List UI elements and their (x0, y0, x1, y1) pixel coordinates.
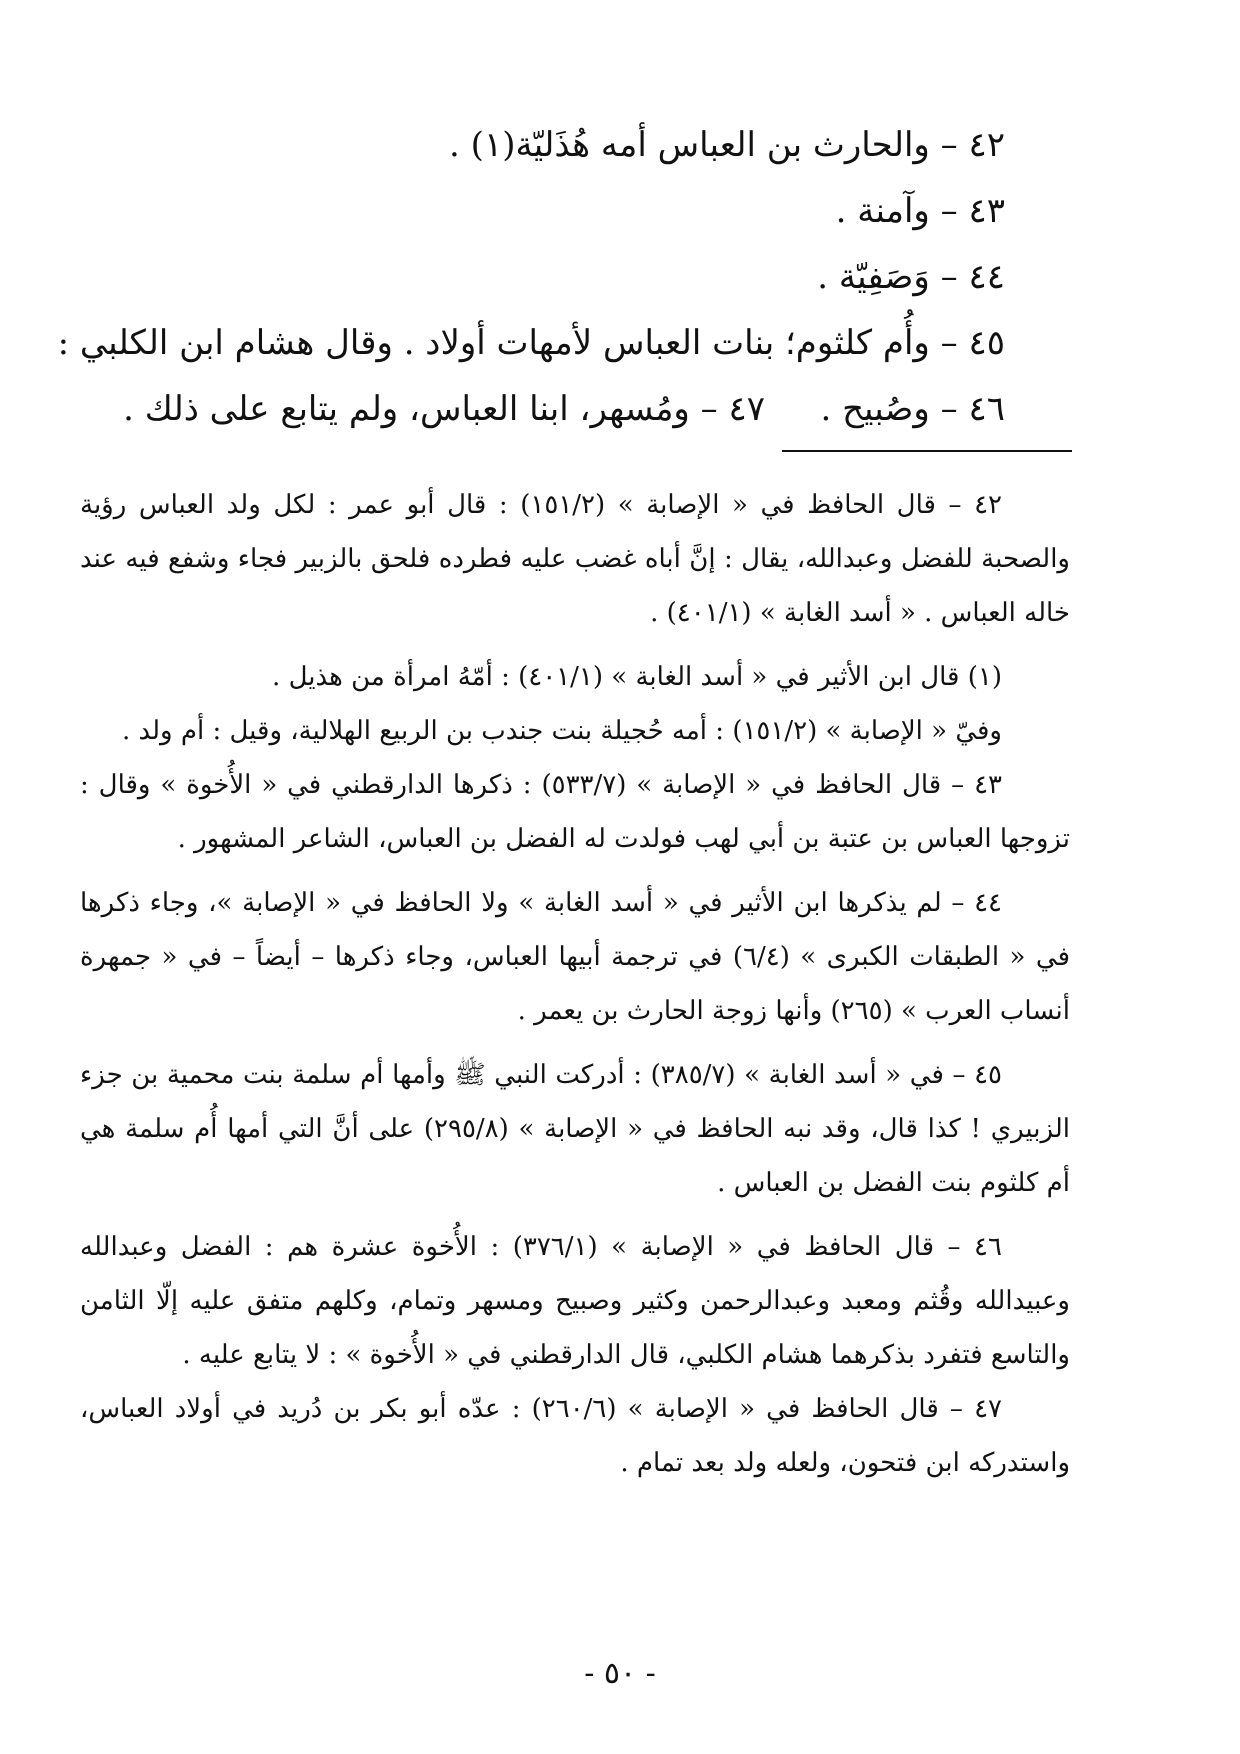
footnote-1-continued (80, 704, 1070, 758)
note-44 (80, 876, 1070, 1038)
main-line-43 (85, 178, 1005, 244)
note-47 (80, 1382, 1070, 1490)
main-line-text: ٤٣ – وآمنة . (835, 191, 1005, 231)
note-46 (80, 1220, 1070, 1382)
main-line-text: ٤٥ – وأُم كلثوم؛ بنات العباس لأمهات أولاد . وقال هشام ابن الكلبي : (57, 323, 1005, 363)
main-line-text: ٤٢ – والحارث بن العباس أمه هُذَليّة(١) . (449, 125, 1005, 165)
main-line-text: ٤٤ – وَصَفِيّة . (817, 257, 1005, 297)
main-line-46-47 (85, 376, 1005, 442)
note-text: ٤٧ – قال الحافظ في « الإصابة » (٢٦٠/٦) : عدّه أبو بكر بن دُريد في أولاد العباس، واستدركه ابن فتحون، ولعله ولد بعد تمام . (80, 1394, 1070, 1478)
main-line-text-second: ٤٧ – ومُسهر، ابنا العباس، ولم يتابع على ذلك . (123, 389, 765, 429)
note-text: (١) قال ابن الأثير في « أسد الغابة » (٤٠١/١) : أمّهُ امرأة من هذيل . (272, 662, 1002, 692)
main-line-42 (85, 112, 1005, 178)
note-text: ٤٥ – في « أسد الغابة » (٣٨٥/٧) : أدركت النبي ﷺ وأمها أم سلمة بنت محمية بن جزء الزبيري ! كذا قال، وقد نبه الحافظ في « الإصابة » (٢٩٥/٨) على أنَّ التي أمها أُم سلمة هي أم كلثوم بنت الفضل بن العباس . (80, 1060, 1070, 1198)
note-text: ٤٣ – قال الحافظ في « الإصابة » (٥٣٣/٧) : ذكرها الدارقطني في « الأُخوة » وقال : تزوجها العباس بن عتبة بن أبي لهب فولدت له الفضل بن العباس، الشاعر المشهور . (80, 770, 1070, 854)
note-text: ٤٦ – قال الحافظ في « الإصابة » (٣٧٦/١) : الأُخوة عشرة هم : الفضل وعبدالله وعبيدالله وقُثم ومعبد وعبدالرحمن وكثير وصبيح ومسهر وتمام، وكلهم متفق عليه إلّا الثامن والتاسع فتفرد بذكرهما هشام الكلبي، قال الدارقطني في « الأُخوة » : لا يتابع عليه . (80, 1232, 1070, 1370)
main-line-45 (57, 310, 1005, 376)
note-text: ٤٢ – قال الحافظ في « الإصابة » (١٥١/٢) : قال أبو عمر : لكل ولد العباس رؤية والصحبة للفضل وعبدالله، يقال : إنَّ أباه غضب عليه فطرده فلحق بالزبير فجاء وشفع فيه عند خاله العباس . « أسد الغابة » (٤٠١/١) . (80, 490, 1070, 628)
main-text (57, 112, 1005, 442)
footnote-1 (80, 650, 1070, 704)
note-text: وفيّ « الإصابة » (١٥١/٢) : أمه حُجيلة بنت جندب بن الربيع الهلالية، وقيل : أم ولد . (121, 716, 1002, 746)
note-text: ٤٤ – لم يذكرها ابن الأثير في « أسد الغابة » ولا الحافظ في « الإصابة »، وجاء ذكرها في « الطبقات الكبرى » (٦/٤) في ترجمة أبيها العباس، وجاء ذكرها – أيضاً – في « جمهرة أنساب العرب » (٢٦٥) وأنها زوجة الحارث بن يعمر . (80, 888, 1070, 1026)
note-42 (80, 478, 1070, 640)
main-line-text: ٤٦ – وصُبيح . (820, 389, 1005, 429)
notes-section (80, 478, 1070, 1490)
note-43 (80, 758, 1070, 866)
footnote-separator-rule (782, 450, 1072, 452)
main-line-44 (85, 244, 1005, 310)
note-45 (80, 1048, 1070, 1210)
page-number: - ٥٠ - (584, 1656, 656, 1691)
